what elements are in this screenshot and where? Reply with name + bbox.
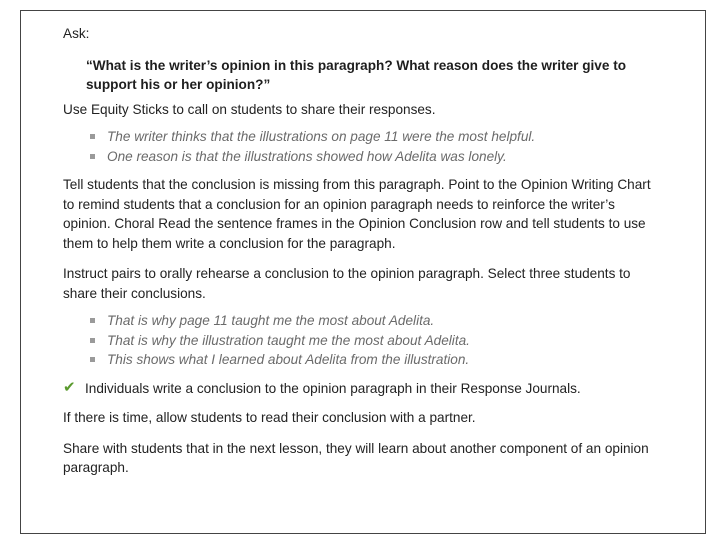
square-bullet-icon — [90, 338, 95, 343]
sample-conclusions-list — [63, 311, 663, 370]
list-item-text: One reason is that the illustrations showed how Adelita was lonely. — [107, 148, 507, 164]
list-item-text: That is why page 11 taught me the most about Adelita. — [107, 313, 435, 328]
square-bullet-icon — [90, 357, 95, 362]
ask-label: Ask: — [63, 26, 90, 41]
list-item-text: The writer thinks that the illustrations on page 11 were the most helpful. — [107, 129, 536, 144]
lesson-content — [63, 24, 663, 478]
list-item-text: That is why the illustration taught me the most about Adelita. — [107, 332, 470, 348]
list-item — [90, 147, 663, 167]
conclusion-missing-instruction: Tell students that the conclusion is missing from this paragraph. Point to the Opinion Writing Chart to remind students that a conclusion for an opinion paragraph needs to reinforce the writer’s opinion. Choral Read the sentence frames in the Opinion Conclusion row and tell students to use them to help them write a conclusion for the paragraph. — [63, 177, 651, 251]
pairs-instruction: Instruct pairs to orally rehearse a conclusion to the opinion paragraph. Select three students to share their conclusions. — [63, 266, 631, 301]
teacher-question: “What is the writer’s opinion in this paragraph? What reason does the writer give to support his or her opinion?” — [86, 57, 627, 92]
checkmark-icon: ✔ — [63, 378, 76, 396]
list-item — [90, 331, 663, 351]
share-instruction: Share with students that in the next lesson, they will learn about another component of an opinion paragraph. — [63, 440, 649, 475]
if-time-instruction: If there is time, allow students to read their conclusion with a partner. — [63, 410, 476, 425]
square-bullet-icon — [90, 154, 95, 159]
page-frame — [20, 10, 706, 534]
square-bullet-icon — [90, 318, 95, 323]
list-item — [90, 127, 663, 147]
list-item — [90, 311, 663, 331]
assessment-check-row — [63, 379, 663, 399]
sample-responses-list — [63, 127, 663, 166]
individuals-instruction: Individuals write a conclusion to the opinion paragraph in their Response Journals. — [85, 380, 581, 396]
list-item-text: This shows what I learned about Adelita from the illustration. — [107, 352, 470, 367]
list-item — [90, 350, 663, 370]
square-bullet-icon — [90, 134, 95, 139]
equity-sticks-instruction: Use Equity Sticks to call on students to share their responses. — [63, 101, 436, 117]
